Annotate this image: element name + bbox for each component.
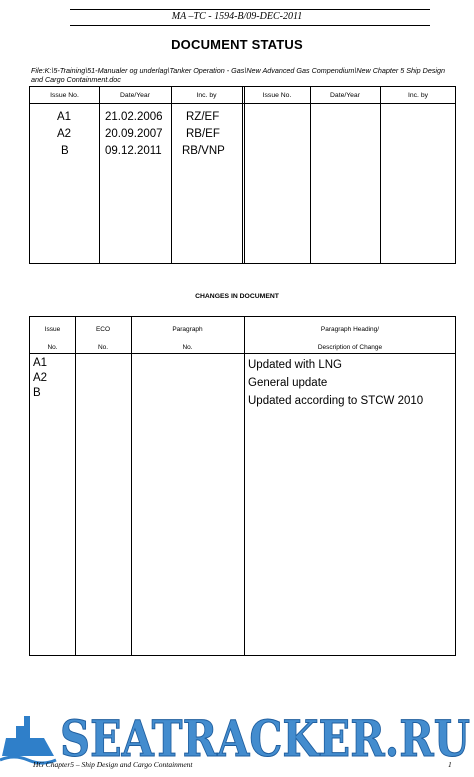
header-divider <box>30 103 455 104</box>
status-issue: B <box>61 145 69 157</box>
header-date-year: Date/Year <box>120 92 150 99</box>
changes-table <box>29 316 456 656</box>
status-inc-by: RZ/EF <box>186 111 220 123</box>
header-issue-no: No. <box>47 344 58 351</box>
header-issue: Issue <box>44 326 61 333</box>
header-inc-by-2: Inc. by <box>407 92 429 99</box>
section-title: CHANGES IN DOCUMENT <box>195 293 279 300</box>
status-inc-by: RB/EF <box>186 128 220 140</box>
document-reference-header: MA –TC - 1594-B/09-DEC-2011 <box>171 11 303 22</box>
header-description: Description of Change <box>317 344 383 351</box>
header-bottom-rule <box>70 25 430 26</box>
header-top-rule <box>70 9 430 10</box>
column-divider <box>99 87 100 263</box>
footer-chapter: HG Chapter5 – Ship Design and Cargo Containment <box>33 760 193 769</box>
status-date: 20.09.2007 <box>105 128 163 140</box>
status-date: 21.02.2006 <box>105 111 163 123</box>
header-eco-no: No. <box>97 344 109 351</box>
document-status-table <box>29 86 456 264</box>
ship-icon <box>0 716 56 763</box>
column-divider <box>244 87 245 263</box>
page-number: 1 <box>448 760 452 769</box>
column-divider <box>171 87 172 263</box>
header-inc-by: Inc. by <box>196 92 217 99</box>
header-date-year-2: Date/Year <box>330 92 360 99</box>
status-issue: A1 <box>57 111 72 123</box>
column-divider <box>242 87 243 263</box>
column-divider <box>310 87 311 263</box>
change-description: Updated according to STCW 2010 <box>248 395 424 407</box>
header-paragraph-no: No. <box>182 344 193 351</box>
header-eco: ECO <box>95 326 111 333</box>
column-divider <box>244 317 245 655</box>
status-date: 09.12.2011 <box>105 145 162 157</box>
change-description: General update <box>248 377 328 389</box>
header-divider <box>30 353 455 354</box>
column-divider <box>75 317 76 655</box>
status-issue: A2 <box>57 128 72 140</box>
header-paragraph: Paragraph <box>172 326 203 333</box>
status-inc-by: RB/VNP <box>182 145 225 157</box>
column-divider <box>131 317 132 655</box>
watermark-text: SEATRACKER.RU <box>60 709 470 768</box>
header-issue-no-2: Issue No. <box>262 92 292 99</box>
change-description: Updated with LNG <box>248 359 342 371</box>
change-issue: B <box>33 387 41 399</box>
file-path: File:K:\5-Training\51-Manualer og underlag\Tanker Operation - Gas\New Advanced Gas Compendium\New Chapter 5 Ship Design and Cargo Containment.doc <box>31 66 446 84</box>
page-title: DOCUMENT STATUS <box>171 37 303 52</box>
header-paragraph-heading: Paragraph Heading/ <box>320 326 380 333</box>
header-issue-no: Issue No. <box>50 92 79 99</box>
change-issue: A1 <box>33 357 48 369</box>
change-issue: A2 <box>33 372 48 384</box>
column-divider <box>380 87 381 263</box>
